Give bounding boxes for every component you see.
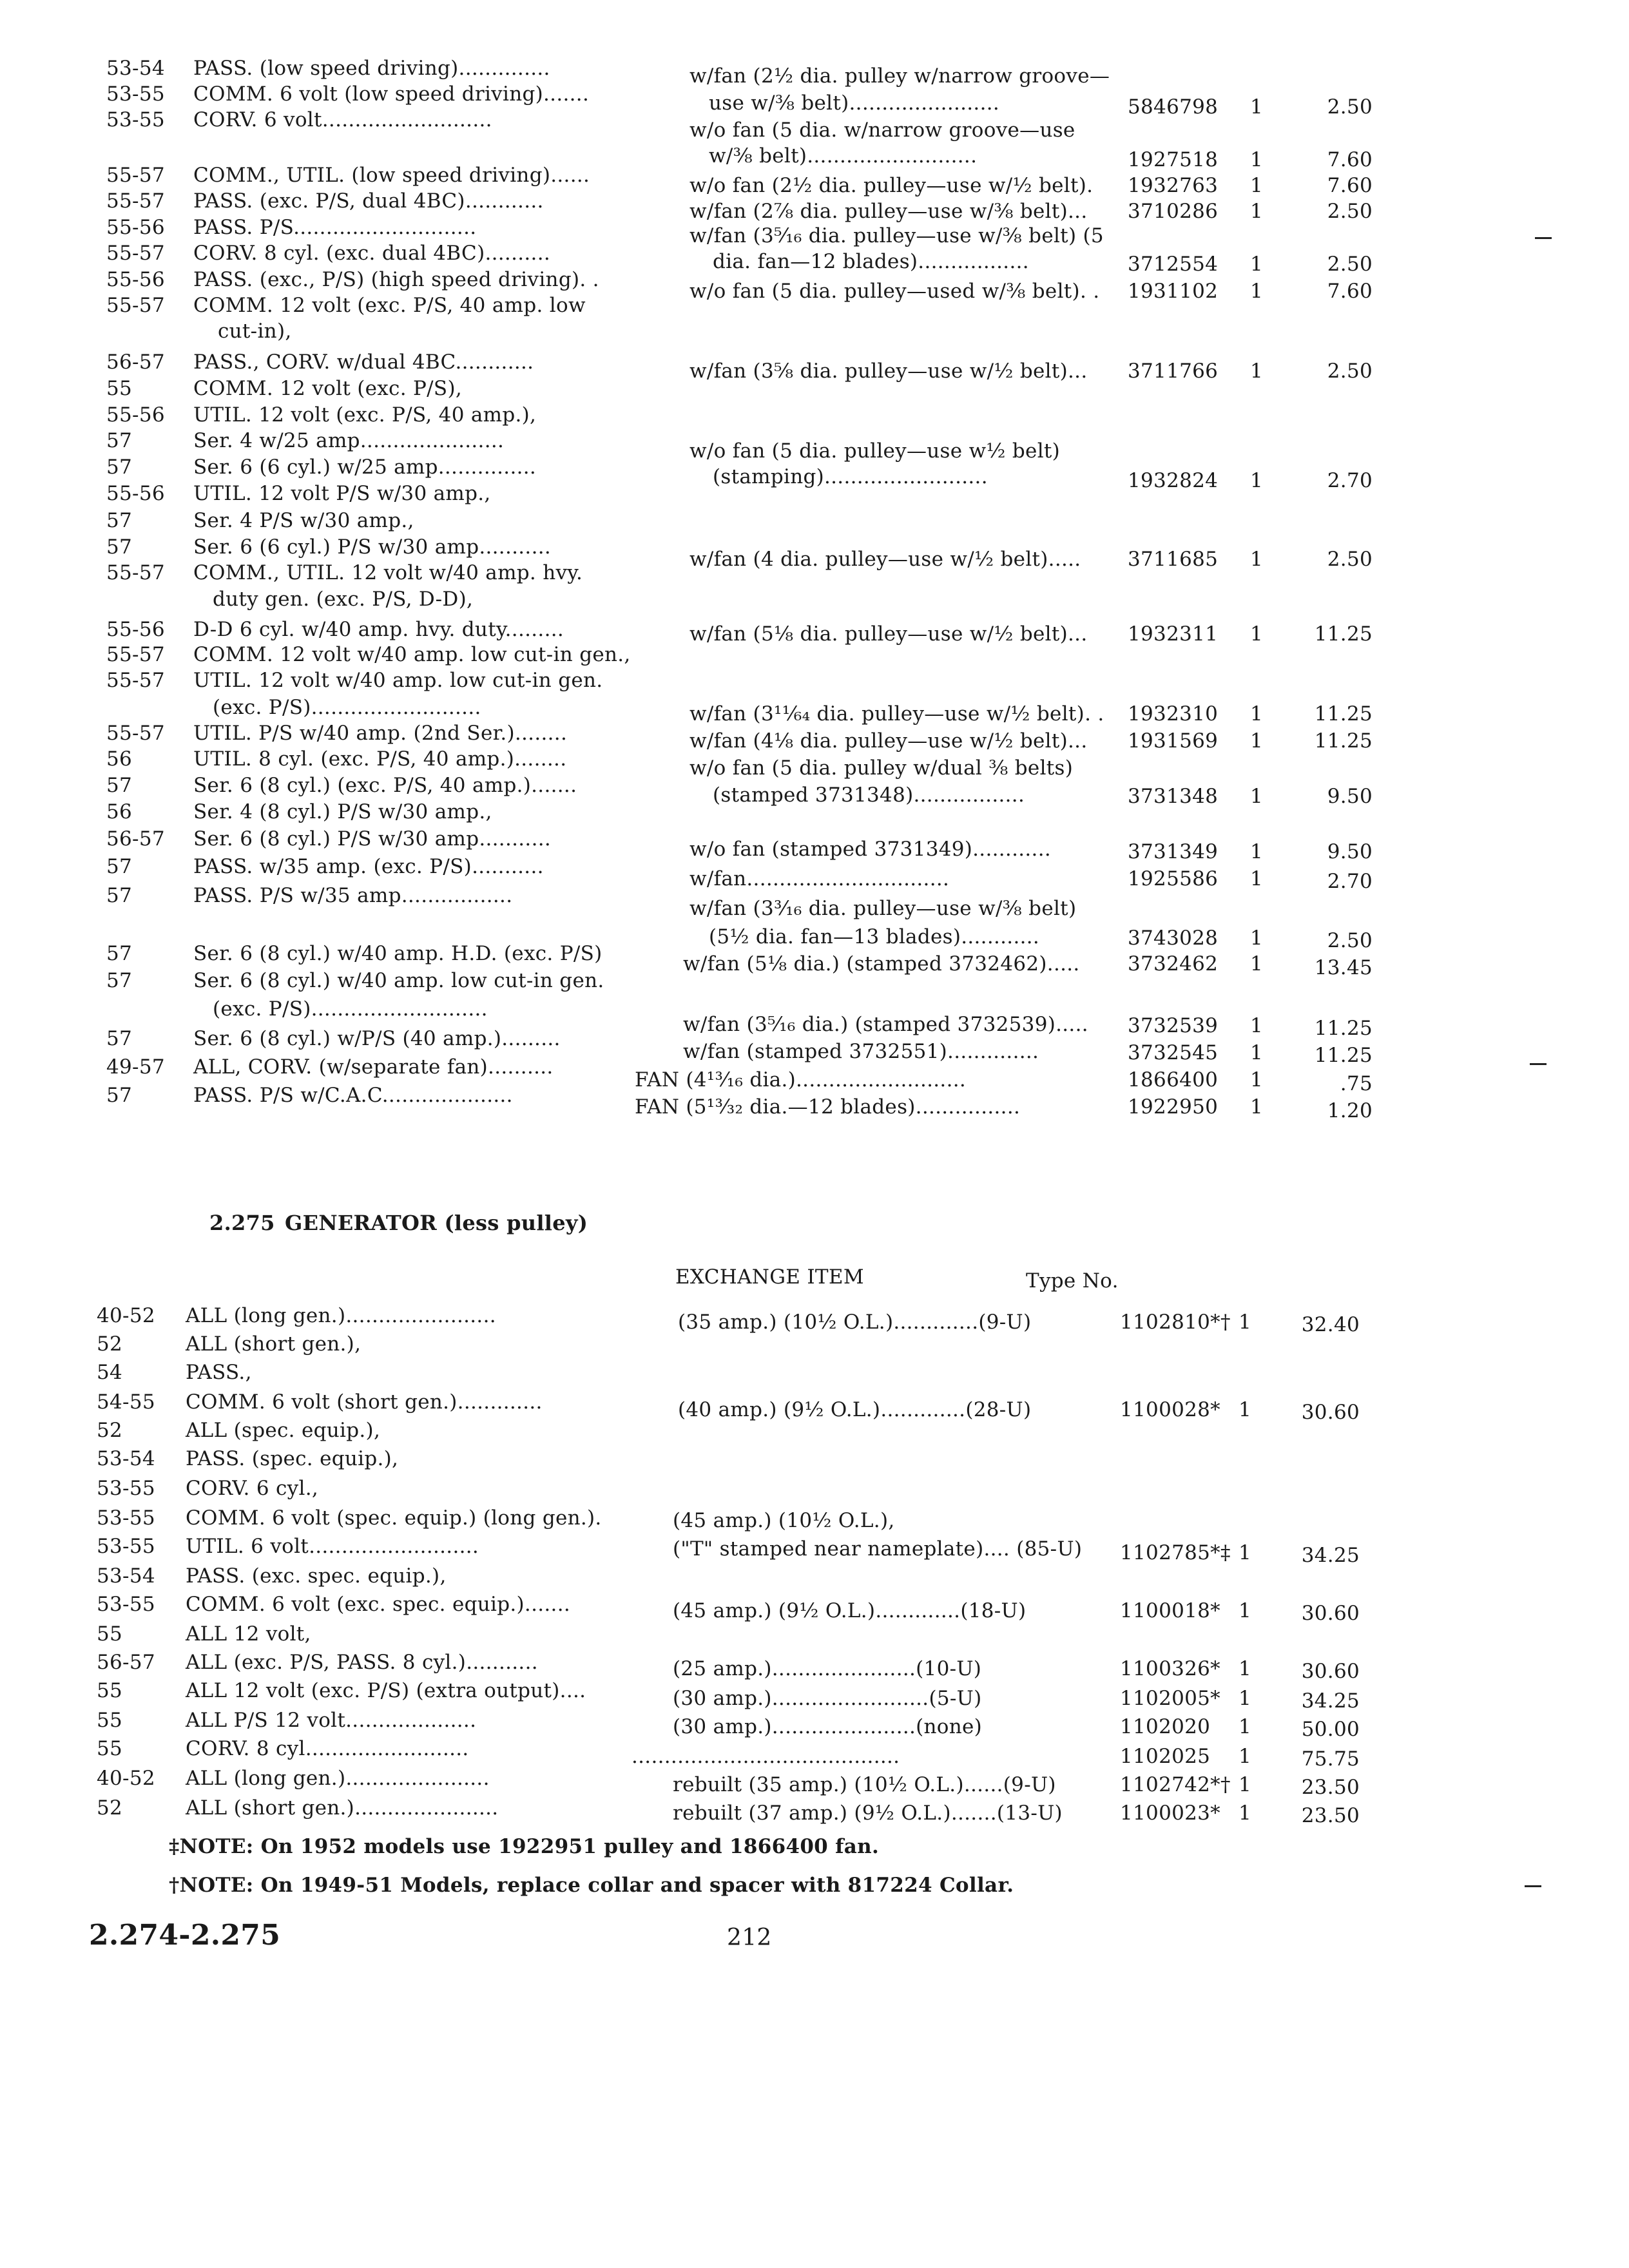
part-number-cell: 3732462 — [1128, 952, 1219, 975]
description-cell: UTIL. 12 volt P/S w/30 amp., — [193, 482, 491, 505]
year-cell: 55-56 — [106, 482, 165, 505]
part-number-cell: 3731349 — [1128, 840, 1219, 863]
quantity-cell: 1 — [1250, 148, 1264, 171]
exchange-item-cell: rebuilt (35 amp.) (10½ O.L.)......(9-U) — [673, 1773, 1056, 1796]
part-number-cell: 1102785*‡ — [1120, 1541, 1231, 1564]
spec-cell: w/o fan (5 dia. pulley w/dual ⅜ belts) — [689, 756, 1074, 780]
part-number-cell: 3732545 — [1128, 1041, 1219, 1064]
year-cell: 57 — [106, 1084, 133, 1107]
quantity-cell: 1 — [1239, 1599, 1252, 1622]
quantity-cell: 1 — [1239, 1687, 1252, 1710]
spec-cell: (stamped 3731348)................. — [713, 783, 1025, 807]
part-number-cell: 1932763 — [1128, 174, 1219, 197]
part-number-cell: 1100018* — [1120, 1599, 1220, 1622]
price-cell: 2.50 — [1327, 548, 1373, 571]
quantity-cell: 1 — [1250, 729, 1264, 753]
exchange-item-cell: (45 amp.) (9½ O.L.).............(18-U) — [673, 1599, 1027, 1622]
year-cell: 57 — [106, 942, 133, 965]
description-cell: Ser. 6 (8 cyl.) (exc. P/S, 40 amp.)....... — [193, 774, 577, 797]
year-cell: 53-54 — [97, 1564, 155, 1588]
price-cell: 11.25 — [1314, 729, 1373, 753]
year-cell: 49-57 — [106, 1055, 165, 1079]
section-number: 2.275 — [209, 1211, 275, 1235]
exchange-item-cell: (35 amp.) (10½ O.L.).............(9-U) — [678, 1311, 1032, 1334]
price-cell: 2.50 — [1327, 200, 1373, 223]
spec-cell: w/o fan (stamped 3731349)............ — [689, 838, 1052, 861]
quantity-cell: 1 — [1239, 1311, 1252, 1334]
description-cell: COMM. 6 volt (exc. spec. equip.)....... — [186, 1593, 571, 1616]
year-cell: 55-57 — [106, 242, 165, 265]
part-number-cell: 1922950 — [1128, 1095, 1219, 1119]
year-cell: 55 — [97, 1622, 123, 1646]
part-number-cell: 3712554 — [1128, 253, 1219, 276]
part-number-cell: 1931569 — [1128, 729, 1219, 753]
part-number-cell: 1932824 — [1128, 469, 1219, 492]
quantity-cell: 1 — [1250, 1014, 1264, 1037]
quantity-cell: 1 — [1239, 1657, 1252, 1680]
year-cell: 55 — [97, 1679, 123, 1702]
price-cell: 9.50 — [1327, 840, 1373, 863]
margin-mark — [1535, 237, 1552, 239]
part-number-cell: 1931102 — [1128, 280, 1219, 303]
description-cell: ALL 12 volt (exc. P/S) (extra output).... — [186, 1679, 586, 1702]
year-cell: 53-55 — [106, 108, 165, 131]
description-cell: Ser. 4 P/S w/30 amp., — [193, 509, 414, 532]
exchange-item-cell: ("T" stamped near nameplate).... (85-U) — [673, 1537, 1083, 1561]
description-cell: PASS. (low speed driving).............. — [193, 57, 550, 80]
exchange-item-cell: (25 amp.)......................(10-U) — [673, 1657, 982, 1680]
part-number-cell: 1932310 — [1128, 702, 1219, 726]
year-cell: 53-55 — [97, 1593, 155, 1616]
part-number-cell: 1866400 — [1128, 1068, 1219, 1091]
quantity-cell: 1 — [1250, 548, 1264, 571]
quantity-cell: 1 — [1250, 1068, 1264, 1091]
spec-cell: use w/⅜ belt)....................... — [709, 91, 1000, 115]
description-cell: duty gen. (exc. P/S, D-D), — [213, 588, 474, 611]
description-cell: ALL (spec. equip.), — [186, 1419, 381, 1442]
price-cell: 2.70 — [1327, 469, 1373, 492]
description-cell: COMM., UTIL. 12 volt w/40 amp. hvy. — [193, 561, 583, 584]
spec-cell: w/fan............................... — [689, 867, 950, 890]
part-number-cell: 1102020 — [1120, 1715, 1211, 1738]
description-cell: ALL (short gen.)...................... — [186, 1796, 499, 1820]
part-number-cell: 3711766 — [1128, 360, 1219, 383]
year-cell: 55-57 — [106, 561, 165, 584]
margin-mark — [1530, 1063, 1547, 1065]
part-number-cell: 1100023* — [1120, 1802, 1220, 1825]
year-cell: 55 — [106, 377, 133, 400]
part-number-cell: 3710286 — [1128, 200, 1219, 223]
description-cell: UTIL. 6 volt.......................... — [186, 1535, 479, 1558]
description-cell: CORV. 8 cyl. (exc. dual 4BC).......... — [193, 242, 551, 265]
price-cell: .75 — [1340, 1072, 1373, 1095]
description-cell: PASS., CORV. w/dual 4BC............ — [193, 351, 534, 374]
year-cell: 40-52 — [97, 1304, 155, 1327]
description-cell: Ser. 6 (6 cyl.) P/S w/30 amp........... — [193, 535, 552, 559]
price-cell: 34.25 — [1301, 1544, 1360, 1567]
section-range: 2.274-2.275 — [89, 1919, 281, 1952]
price-cell: 2.70 — [1327, 870, 1373, 893]
description-cell: Ser. 6 (6 cyl.) w/25 amp............... — [193, 456, 537, 479]
price-cell: 50.00 — [1301, 1718, 1360, 1741]
description-cell: Ser. 4 (8 cyl.) P/S w/30 amp., — [193, 800, 492, 823]
quantity-cell: 1 — [1250, 867, 1264, 890]
year-cell: 57 — [106, 509, 133, 532]
quantity-cell: 1 — [1250, 785, 1264, 808]
exchange-item-header: EXCHANGE ITEM — [675, 1265, 864, 1289]
margin-mark — [1525, 1885, 1541, 1887]
price-cell: 30.60 — [1301, 1401, 1360, 1424]
year-cell: 57 — [106, 884, 133, 907]
quantity-cell: 1 — [1239, 1398, 1252, 1421]
year-cell: 56 — [106, 800, 133, 823]
spec-cell: w/fan (3⁵⁄₁₆ dia.) (stamped 3732539)..... — [683, 1013, 1088, 1036]
description-cell: PASS. (exc., P/S) (high speed driving). . — [193, 268, 599, 291]
price-cell: 34.25 — [1301, 1689, 1360, 1713]
description-cell: Ser. 6 (8 cyl.) w/40 amp. low cut-in gen. — [193, 969, 604, 992]
spec-cell: w/o fan (5 dia. pulley—used w/⅜ belt). . — [689, 280, 1100, 303]
year-cell: 55-57 — [106, 669, 165, 692]
part-number-cell: 1102810*† — [1120, 1311, 1231, 1334]
footnote: †NOTE: On 1949-51 Models, replace collar and spacer with 817224 Collar. — [169, 1874, 1014, 1897]
description-cell: COMM. 6 volt (spec. equip.) (long gen.). — [186, 1506, 602, 1530]
quantity-cell: 1 — [1250, 253, 1264, 276]
part-number-cell: 3732539 — [1128, 1014, 1219, 1037]
price-cell: 11.25 — [1314, 622, 1373, 646]
description-cell: PASS. P/S w/C.A.C.................... — [193, 1084, 513, 1107]
part-number-cell: 1102005* — [1120, 1687, 1220, 1710]
spec-cell: w/o fan (2½ dia. pulley—use w/½ belt). — [689, 174, 1094, 197]
part-number-cell: 3711685 — [1128, 548, 1219, 571]
description-cell: ALL (short gen.), — [186, 1332, 361, 1356]
year-cell: 55-57 — [106, 643, 165, 666]
type-number-header: Type No. — [1026, 1269, 1119, 1293]
year-cell: 56 — [106, 747, 133, 771]
year-cell: 57 — [106, 1027, 133, 1050]
year-cell: 55-56 — [106, 216, 165, 239]
year-cell: 57 — [106, 855, 133, 878]
price-cell: 2.50 — [1327, 253, 1373, 276]
price-cell: 1.20 — [1327, 1099, 1373, 1122]
part-number-cell: 1925586 — [1128, 867, 1219, 890]
year-cell: 57 — [106, 456, 133, 479]
spec-cell: w/o fan (5 dia. w/narrow groove—use — [689, 119, 1075, 142]
year-cell: 52 — [97, 1332, 123, 1356]
exchange-item-cell: (30 amp.)......................(none) — [673, 1715, 983, 1738]
year-cell: 53-55 — [97, 1535, 155, 1558]
price-cell: 23.50 — [1301, 1776, 1360, 1799]
spec-cell: (stamping)......................... — [713, 465, 988, 488]
year-cell: 55-57 — [106, 294, 165, 317]
spec-cell: FAN (5¹³⁄₃₂ dia.—12 blades)................ — [635, 1095, 1021, 1119]
price-cell: 7.60 — [1327, 148, 1373, 171]
description-cell: cut-in), — [218, 320, 292, 343]
year-cell: 55-57 — [106, 189, 165, 213]
description-cell: PASS. (exc. spec. equip.), — [186, 1564, 447, 1588]
spec-cell: w/fan (5⅛ dia.) (stamped 3732462)..... — [683, 952, 1080, 975]
price-cell: 30.60 — [1301, 1602, 1360, 1625]
year-cell: 52 — [97, 1796, 123, 1820]
quantity-cell: 1 — [1250, 1095, 1264, 1119]
year-cell: 55-56 — [106, 403, 165, 427]
part-number-cell: 3743028 — [1128, 927, 1219, 950]
year-cell: 53-54 — [97, 1447, 155, 1470]
price-cell: 11.25 — [1314, 1017, 1373, 1040]
exchange-item-cell: (30 amp.)........................(5-U) — [673, 1687, 982, 1710]
price-cell: 7.60 — [1327, 280, 1373, 303]
exchange-item-cell: ......................................... — [631, 1745, 900, 1768]
spec-cell: w/fan (4⅛ dia. pulley—use w/½ belt)... — [689, 729, 1088, 753]
description-cell: UTIL. 8 cyl. (exc. P/S, 40 amp.)........ — [193, 747, 567, 771]
exchange-item-cell: (40 amp.) (9½ O.L.).............(28-U) — [678, 1398, 1032, 1421]
year-cell: 55-56 — [106, 268, 165, 291]
quantity-cell: 1 — [1250, 702, 1264, 726]
year-cell: 53-54 — [106, 57, 165, 80]
quantity-cell: 1 — [1250, 952, 1264, 975]
quantity-cell: 1 — [1239, 1745, 1252, 1768]
quantity-cell: 1 — [1250, 360, 1264, 383]
description-cell: CORV. 6 volt.......................... — [193, 108, 492, 131]
price-cell: 75.75 — [1301, 1747, 1360, 1771]
description-cell: CORV. 6 cyl., — [186, 1477, 319, 1500]
year-cell: 55-57 — [106, 164, 165, 187]
part-number-cell: 5846798 — [1128, 95, 1219, 119]
price-cell: 2.50 — [1327, 360, 1373, 383]
price-cell: 2.50 — [1327, 929, 1373, 952]
part-number-cell: 1102742*† — [1120, 1773, 1231, 1796]
price-cell: 11.25 — [1314, 1044, 1373, 1067]
spec-cell: w/fan (2½ dia. pulley w/narrow groove— — [689, 64, 1110, 88]
section-title: GENERATOR (less pulley) — [285, 1211, 588, 1235]
description-cell: (exc. P/S).......................... — [213, 696, 481, 719]
spec-cell: w/fan (3³⁄₁₆ dia. pulley—use w/⅜ belt) — [689, 897, 1077, 920]
part-number-cell: 1100028* — [1120, 1398, 1220, 1421]
spec-cell: w/fan (3⅝ dia. pulley—use w/½ belt)... — [689, 360, 1088, 383]
description-cell: Ser. 6 (8 cyl.) w/P/S (40 amp.)......... — [193, 1027, 561, 1050]
description-cell: ALL (exc. P/S, PASS. 8 cyl.)........... — [186, 1651, 538, 1674]
quantity-cell: 1 — [1250, 1041, 1264, 1064]
year-cell: 53-55 — [106, 82, 165, 106]
part-number-cell: 3731348 — [1128, 785, 1219, 808]
year-cell: 40-52 — [97, 1767, 155, 1790]
quantity-cell: 1 — [1250, 200, 1264, 223]
description-cell: PASS. (spec. equip.), — [186, 1447, 399, 1470]
price-cell: 2.50 — [1327, 95, 1373, 119]
year-cell: 54-55 — [97, 1390, 155, 1414]
description-cell: UTIL. 12 volt (exc. P/S, 40 amp.), — [193, 403, 537, 427]
description-cell: COMM. 6 volt (short gen.)............. — [186, 1390, 543, 1414]
spec-cell: w/fan (stamped 3732551).............. — [683, 1040, 1039, 1063]
quantity-cell: 1 — [1250, 840, 1264, 863]
quantity-cell: 1 — [1250, 469, 1264, 492]
quantity-cell: 1 — [1239, 1541, 1252, 1564]
description-cell: D-D 6 cyl. w/40 amp. hvy. duty......... — [193, 618, 564, 641]
description-cell: (exc. P/S)........................... — [213, 997, 488, 1021]
description-cell: ALL 12 volt, — [186, 1622, 311, 1646]
quantity-cell: 1 — [1250, 95, 1264, 119]
price-cell: 9.50 — [1327, 785, 1373, 808]
spec-cell: w/fan (5⅛ dia. pulley—use w/½ belt)... — [689, 622, 1088, 646]
exchange-item-cell: rebuilt (37 amp.) (9½ O.L.).......(13-U) — [673, 1802, 1063, 1825]
description-cell: PASS., — [186, 1361, 252, 1384]
footnote: ‡NOTE: On 1952 models use 1922951 pulley and 1866400 fan. — [169, 1835, 880, 1858]
description-cell: PASS. w/35 amp. (exc. P/S)........... — [193, 855, 544, 878]
year-cell: 57 — [106, 969, 133, 992]
year-cell: 55 — [97, 1709, 123, 1732]
price-cell: 11.25 — [1314, 702, 1373, 726]
quantity-cell: 1 — [1239, 1802, 1252, 1825]
description-cell: COMM. 12 volt (exc. P/S, 40 amp. low — [193, 294, 586, 317]
description-cell: ALL, CORV. (w/separate fan).......... — [193, 1055, 554, 1079]
quantity-cell: 1 — [1239, 1773, 1252, 1796]
year-cell: 56-57 — [97, 1651, 155, 1674]
description-cell: Ser. 6 (8 cyl.) P/S w/30 amp........... — [193, 827, 552, 850]
quantity-cell: 1 — [1250, 280, 1264, 303]
description-cell: ALL P/S 12 volt.................... — [186, 1709, 477, 1732]
description-cell: UTIL. 12 volt w/40 amp. low cut-in gen. — [193, 669, 603, 692]
spec-cell: w/fan (2⅞ dia. pulley—use w/⅜ belt)... — [689, 200, 1088, 223]
year-cell: 55 — [97, 1737, 123, 1760]
description-cell: CORV. 8 cyl......................... — [186, 1737, 469, 1760]
year-cell: 57 — [106, 774, 133, 797]
description-cell: ALL (long gen.)...................... — [186, 1767, 490, 1790]
quantity-cell: 1 — [1239, 1715, 1252, 1738]
price-cell: 13.45 — [1314, 956, 1373, 979]
year-cell: 54 — [97, 1361, 123, 1384]
description-cell: PASS. P/S w/35 amp................. — [193, 884, 513, 907]
description-cell: COMM. 12 volt (exc. P/S), — [193, 377, 463, 400]
year-cell: 52 — [97, 1419, 123, 1442]
price-cell: 7.60 — [1327, 174, 1373, 197]
part-number-cell: 1102025 — [1120, 1745, 1211, 1768]
quantity-cell: 1 — [1250, 174, 1264, 197]
quantity-cell: 1 — [1250, 927, 1264, 950]
year-cell: 55-56 — [106, 618, 165, 641]
description-cell: ALL (long gen.)....................... — [186, 1304, 496, 1327]
page-number: 212 — [727, 1925, 772, 1951]
year-cell: 57 — [106, 535, 133, 559]
year-cell: 56-57 — [106, 351, 165, 374]
spec-cell: FAN (4¹³⁄₁₆ dia.).......................... — [635, 1068, 967, 1091]
spec-cell: w/fan (4 dia. pulley—use w/½ belt)..... — [689, 548, 1081, 571]
year-cell: 56-57 — [106, 827, 165, 850]
description-cell: Ser. 4 w/25 amp...................... — [193, 429, 505, 452]
year-cell: 53-55 — [97, 1477, 155, 1500]
year-cell: 55-57 — [106, 722, 165, 745]
description-cell: COMM., UTIL. (low speed driving)...... — [193, 164, 590, 187]
spec-cell: (5½ dia. fan—13 blades)............ — [709, 925, 1040, 948]
description-cell: PASS. P/S............................ — [193, 216, 477, 239]
price-cell: 30.60 — [1301, 1660, 1360, 1683]
description-cell: COMM. 6 volt (low speed driving)....... — [193, 82, 590, 106]
description-cell: COMM. 12 volt w/40 amp. low cut-in gen., — [193, 643, 631, 666]
year-cell: 57 — [106, 429, 133, 452]
quantity-cell: 1 — [1250, 622, 1264, 646]
spec-cell: w/⅜ belt).......................... — [709, 144, 978, 168]
description-cell: UTIL. P/S w/40 amp. (2nd Ser.)........ — [193, 722, 568, 745]
description-cell: PASS. (exc. P/S, dual 4BC)............ — [193, 189, 544, 213]
price-cell: 32.40 — [1301, 1313, 1360, 1336]
price-cell: 23.50 — [1301, 1804, 1360, 1827]
description-cell: Ser. 6 (8 cyl.) w/40 amp. H.D. (exc. P/S) — [193, 942, 602, 965]
part-number-cell: 1100326* — [1120, 1657, 1220, 1680]
exchange-item-cell: (45 amp.) (10½ O.L.), — [673, 1509, 895, 1532]
spec-cell: w/fan (3¹¹⁄₆₄ dia. pulley—use w/½ belt). . — [689, 702, 1104, 726]
part-number-cell: 1932311 — [1128, 622, 1219, 646]
spec-cell: dia. fan—12 blades)................. — [713, 250, 1029, 273]
year-cell: 53-55 — [97, 1506, 155, 1530]
spec-cell: w/fan (3⁵⁄₁₆ dia. pulley—use w/⅜ belt) (5 — [689, 224, 1104, 247]
spec-cell: w/o fan (5 dia. pulley—use w½ belt) — [689, 439, 1061, 463]
part-number-cell: 1927518 — [1128, 148, 1219, 171]
